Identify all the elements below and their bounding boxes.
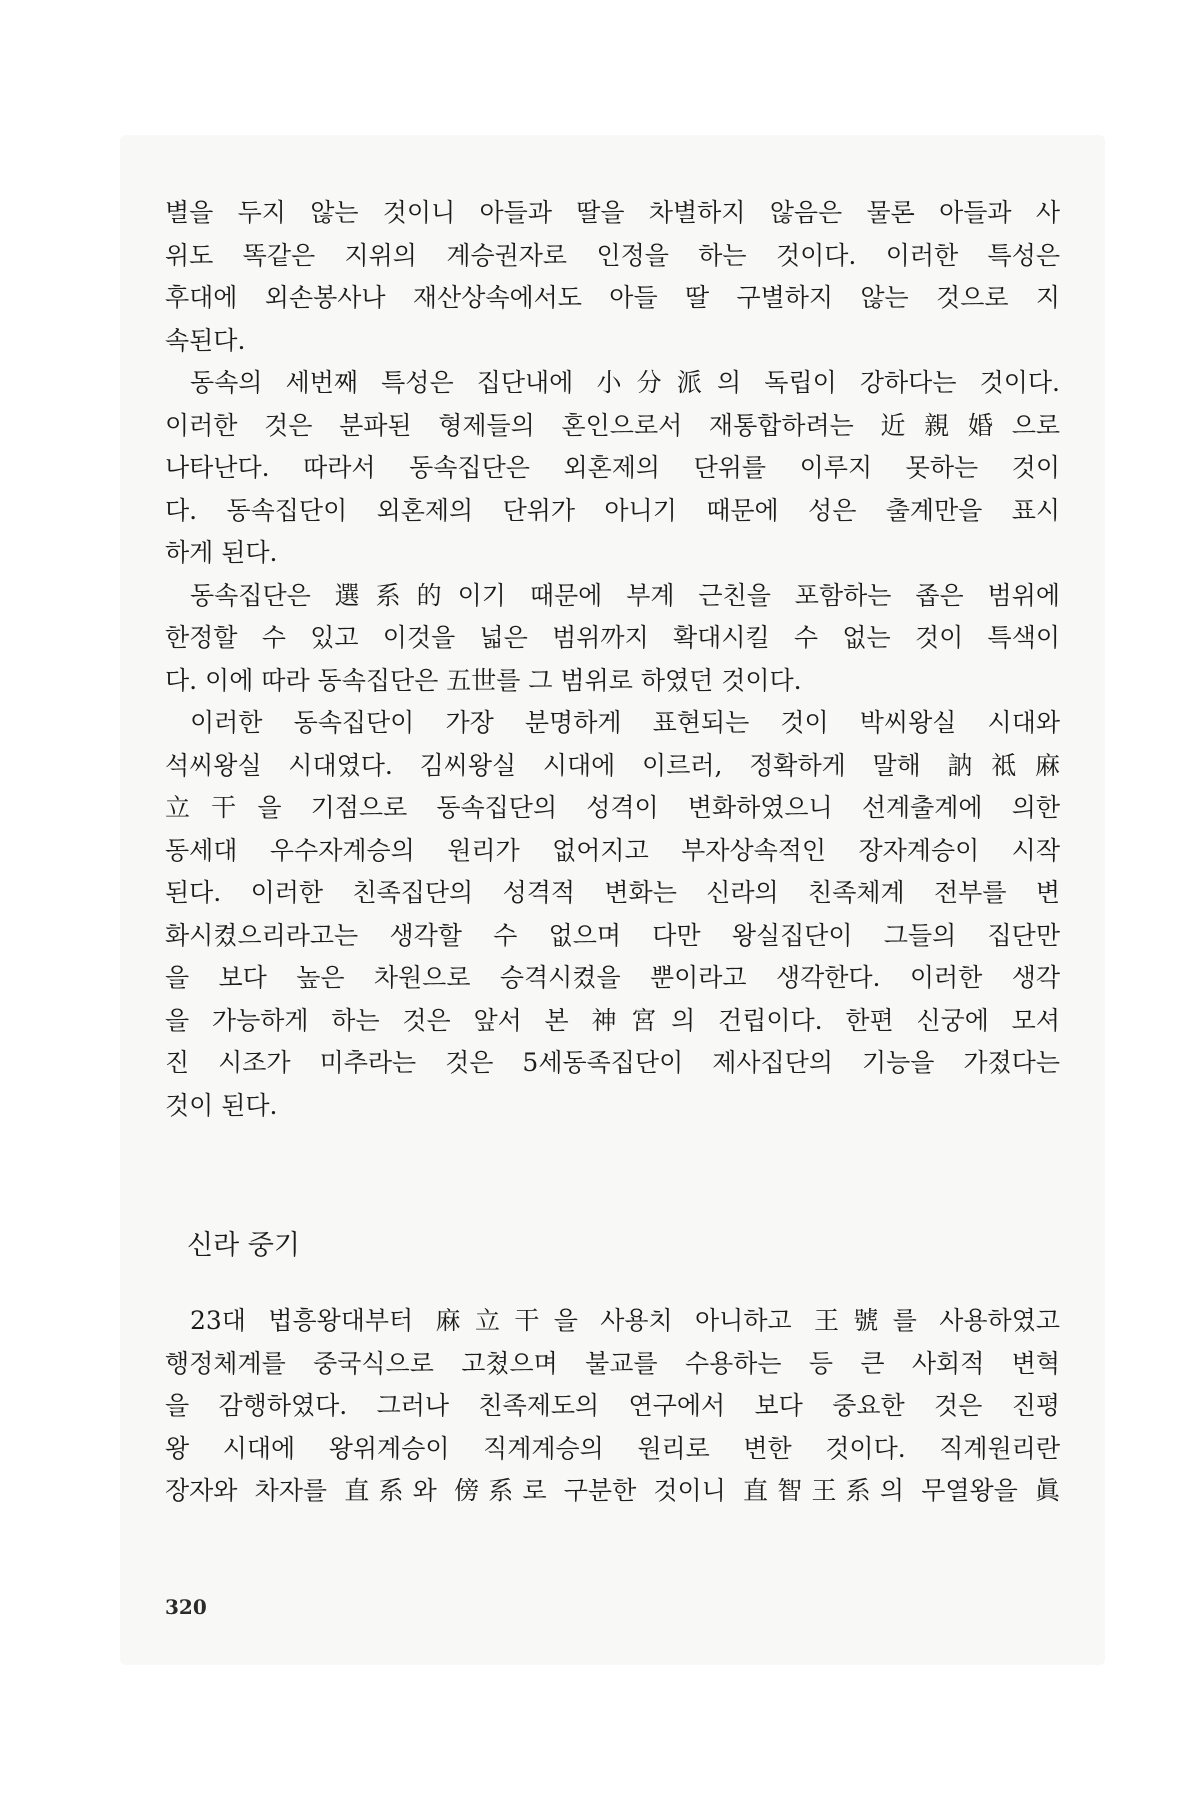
text-line: 立干을 기점으로 동속집단의 성격이 변화하였으니 선계출계에 의한 [165, 793, 1060, 822]
text-line: 동속의 세번째 특성은 집단내에 小分派의 독립이 강하다는 것이다. [190, 368, 1060, 397]
text-line: 동세대 우수자계승의 원리가 없어지고 부자상속적인 장자계승이 시작 [165, 835, 1060, 865]
text-line: 별을 두지 않는 것이니 아들과 딸을 차별하지 않음은 물론 아들과 사 [165, 198, 1060, 227]
text-line: 석씨왕실 시대였다. 김씨왕실 시대에 이르러, 정확하게 말해 訥祗麻 [165, 750, 1060, 780]
text-line: 을 가능하게 하는 것은 앞서 본 神宮의 건립이다. 한편 신궁에 모셔 [165, 1005, 1060, 1035]
text-line: 다. 동속집단이 외혼제의 단위가 아니기 때문에 성은 출계만을 표시 [165, 495, 1060, 525]
text-line: 이러한 것은 분파된 형제들의 혼인으로서 재통합하려는 近親婚으로 [165, 410, 1060, 440]
body-text-section-1 [165, 192, 1060, 1127]
text-line: 후대에 외손봉사나 재산상속에서도 아들 딸 구별하지 않는 것으로 지 [165, 283, 1060, 312]
page-number: 320 [165, 1595, 207, 1619]
text-line: 을 보다 높은 차원으로 승격시켰을 뿐이라고 생각한다. 이러한 생각 [165, 963, 1060, 992]
text-line: 동속집단은 選系的이기 때문에 부계 근친을 포함하는 좁은 범위에 [190, 580, 1060, 610]
text-line: 다. 이에 따라 동속집단은 五世를 그 범위로 하였던 것이다. [165, 665, 802, 695]
text-line: 진 시조가 미추라는 것은 5세동족집단이 제사집단의 기능을 가졌다는 [165, 1048, 1060, 1077]
text-line: 화시켰으리라고는 생각할 수 없으며 다만 왕실집단이 그들의 집단만 [165, 920, 1060, 950]
text-line: 이러한 동속집단이 가장 분명하게 표현되는 것이 박씨왕실 시대와 [190, 708, 1060, 737]
text-line: 을 감행하였다. 그러나 친족제도의 연구에서 보다 중요한 것은 진평 [165, 1391, 1060, 1420]
text-line: 하게 된다. [165, 538, 278, 567]
text-line: 행정체계를 중국식으로 고쳤으며 불교를 수용하는 등 큰 사회적 변혁 [165, 1348, 1060, 1378]
text-line: 것이 된다. [165, 1090, 278, 1120]
text-line: 23대 법흥왕대부터 麻立干을 사용치 아니하고 王號를 사용하였고 [190, 1306, 1060, 1335]
text-line: 한정할 수 있고 이것을 넓은 범위까지 확대시킬 수 없는 것이 특색이 [165, 623, 1060, 652]
section-heading: 신라 중기 [187, 1230, 300, 1261]
text-line: 위도 똑같은 지위의 계승권자로 인정을 하는 것이다. 이러한 특성은 [165, 240, 1060, 270]
text-line: 왕 시대에 왕위계승이 직계계승의 원리로 변한 것이다. 직계원리란 [165, 1433, 1060, 1463]
text-line: 속된다. [165, 325, 246, 355]
text-line: 장자와 차자를 直系와 傍系로 구분한 것이니 直智王系의 무열왕을 眞 [165, 1476, 1060, 1505]
body-text-section-2 [165, 1300, 1060, 1513]
text-line: 된다. 이러한 친족집단의 성격적 변화는 신라의 친족체계 전부를 변 [165, 878, 1060, 907]
text-line: 나타난다. 따라서 동속집단은 외혼제의 단위를 이루지 못하는 것이 [165, 453, 1060, 482]
